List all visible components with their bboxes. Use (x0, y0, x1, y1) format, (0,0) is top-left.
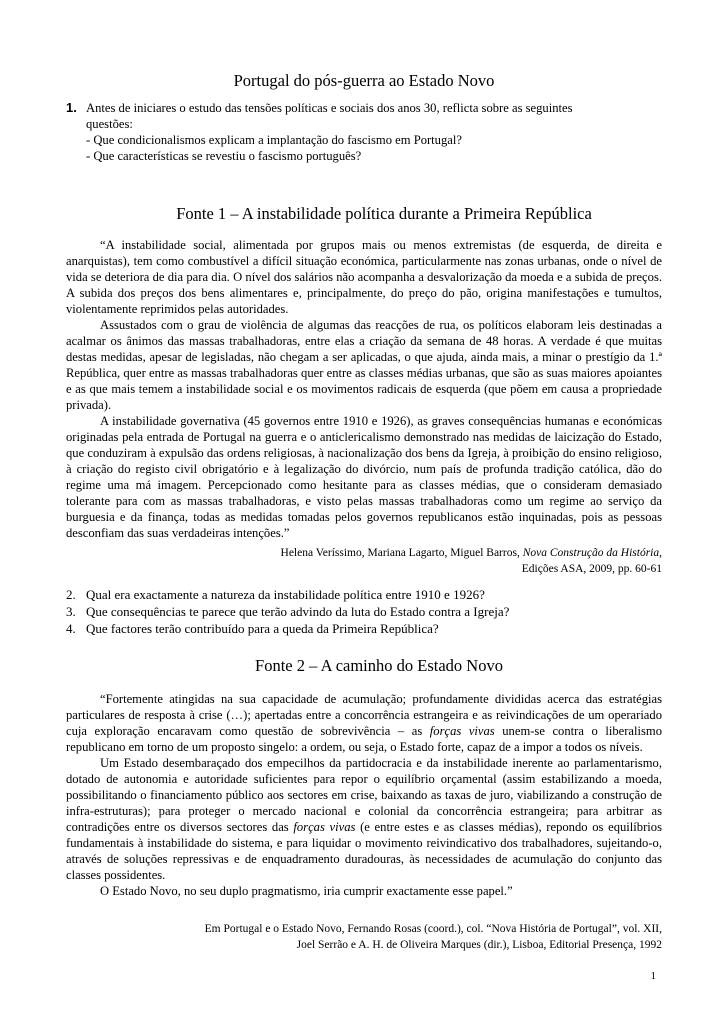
fonte-1-paragraph: A instabilidade governativa (45 governos entre 1910 e 1926), as graves consequências humanas e económicas originadas pela entrada de Portugal na guerra e o anticlericalismo demonstrado nas medidas de laicização do Estado, que conduziram à expulsão das ordens religiosas, à nacionalização dos bens da Igreja, à proibição do ensino religioso, à criação do registo civil obrigatório e à legalização do divórcio, num país de profunda tradição católica, dão do regime uma má imagem. Percepcionado como hesitante para as classes médias, que o consideram demasiado tolerante para com as massas trabalhadoras, e visto pelas massas trabalhadoras como um regime ao serviço da burguesia e da finança, todas as medidas tomadas pelos governos republicanos estão inquinadas, pois as pessoas desconfiam das suas verdadeiras intenções.” (66, 414, 662, 540)
question-1-line: - Que características se revestiu o fascismo português? (86, 149, 362, 163)
fonte-1-title: Fonte 1 – A instabilidade política durante a Primeira República (176, 204, 592, 223)
question-1-line: questões: (86, 117, 133, 131)
question-1-line: Antes de iniciares o estudo das tensões políticas e sociais dos anos 30, reflicta sobre as seguintes (86, 101, 573, 115)
text-run: (e entre estes e as classes médias), repondo os equilíbrios fundamentais à instabilidade do sistema, e para liquidar o movimento reivindicativo dos trabalhadores, sujeitando-o, através de soluções repressivas e de enquadramento duradouras, às necessidades de acumulação do conjunto das classes possidentes. (66, 820, 662, 882)
fonte-2-citation (102, 921, 662, 953)
question-text: Qual era exactamente a natureza da instabilidade política entre 1910 e 1926? (86, 587, 485, 602)
fonte-2-paragraph (66, 691, 662, 755)
citation-line: Joel Serrão e A. H. de Oliveira Marques (dir.), Lisboa, Editorial Presença, 1992 (296, 939, 662, 951)
fonte-2-title: Fonte 2 – A caminho do Estado Novo (255, 656, 503, 675)
question-number: 3. (66, 604, 76, 619)
page-number: 1 (650, 970, 656, 982)
italic-term: forças vivas (293, 820, 356, 834)
citation-punct: , (659, 547, 662, 559)
fonte-1-text (66, 237, 662, 541)
fonte-2-text (66, 691, 662, 899)
questions-list (66, 586, 662, 637)
italic-term: forças vivas (429, 724, 495, 738)
question-number: 2. (66, 587, 76, 602)
question-1-number: 1. (66, 100, 77, 115)
citation-line: Em Portugal e o Estado Novo, Fernando Rosas (coord.), col. “Nova História de Portugal”, vol. XII, (204, 923, 662, 935)
page-title: Portugal do pós-guerra ao Estado Novo (233, 71, 495, 90)
citation-publisher: Edições ASA, 2009, pp. 60-61 (521, 563, 662, 575)
question-item (66, 620, 662, 637)
question-text: Que factores terão contribuído para a queda da Primeira República? (86, 621, 439, 636)
citation-authors: Helena Veríssimo, Mariana Lagarto, Miguel Barros, (280, 547, 523, 559)
question-item (66, 586, 662, 603)
fonte-2-paragraph: O Estado Novo, no seu duplo pragmatismo, iria cumprir exactamente esse papel.” (100, 884, 513, 898)
fonte-2-paragraph (66, 755, 662, 883)
text-run: “Fortemente atingidas na sua capacidade de acumulação; profundamente divididas acerca das estratégias particulares de resposta à crise (…); apertadas entre a concorrência estrangeira e as reivindicações de um operariado cuja exploração encaravam como questão de sobrevivência – as (66, 692, 662, 738)
question-1 (66, 100, 662, 164)
question-1-line: - Que condicionalismos explicam a implantação do fascismo em Portugal? (86, 133, 462, 147)
question-item (66, 603, 662, 620)
fonte-1-paragraph: Assustados com o grau de violência de algumas das reacções de rua, os políticos elaboram leis destinadas a acalmar os ânimos das massas trabalhadoras, entre elas a criação da semana de 48 horas. A verdade é que muitas destas medidas, apesar de legisladas, não chegam a ser aplicadas, o que ajuda, ainda mais, a minar o prestígio da 1.ª República, quer entre as massas trabalhadoras quer entre as classes médias urbanas, que são as suas maiores apoiantes e as que mais temem a instabilidade social e os movimentos radicais de esquerda (que põem em causa a propriedade privada). (66, 318, 662, 412)
citation-work: Nova Construção da História (522, 547, 660, 559)
text-run: Um Estado desembaraçado dos empecilhos da partidocracia e da instabilidade inerente ao parlamentarismo, dotado de autonomia e autoridade suficientes para repor o equilíbrio orçamental (assim estabilizando a moeda, possibilitando o financiamento público aos sectores em crise, baixando as taxas de juro, viabilizando a construção de infra-estruturas); para proteger o mercado nacional e colonial da concorrência estrangeira; para arbitrar as contradições entre os diversos sectores das (66, 756, 662, 834)
question-text: Que consequências te parece que terão advindo da luta do Estado contra a Igreja? (86, 604, 510, 619)
question-number: 4. (66, 621, 76, 636)
text-run: unem-se contra o liberalismo republicano em torno de um proposto singelo: a ordem, ou seja, o Estado forte, capaz de a impor a todos os níveis. (66, 724, 662, 754)
fonte-1-citation (102, 545, 662, 577)
fonte-1-paragraph: “A instabilidade social, alimentada por grupos mais ou menos extremistas (de esquerda, de direita e anarquistas), tem como combustível a difícil situação económica, particularmente nas zonas urbanas, onde o nível de vida se deteriora de dia para dia. O nível dos salários não acompanha a desvalorização da moeda e a subida de preços. A subida dos preços dos bens alimentares e, principalmente, do preço do pão, origina manifestações e tumultos, violentamente reprimidos pelas autoridades. (66, 238, 662, 316)
